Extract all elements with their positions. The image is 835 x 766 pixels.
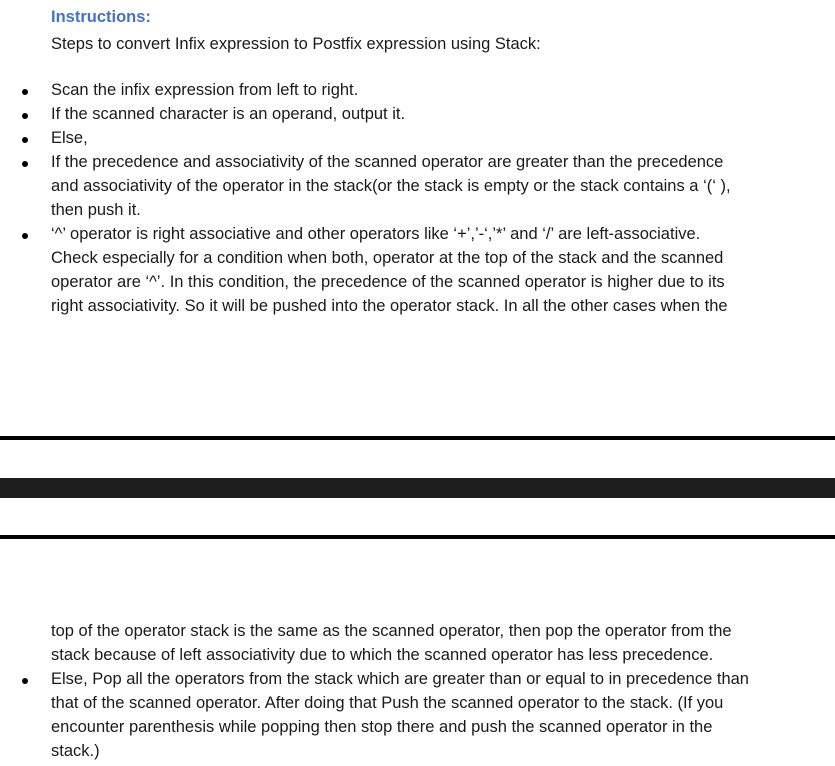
bullet <box>22 161 28 167</box>
list-item-continued: then push it. <box>51 201 141 219</box>
list-item-continued: that of the scanned operator. After doing that Push the scanned operator to the stack. (If you <box>51 694 724 712</box>
list-item: If the precedence and associativity of the scanned operator are greater than the precedence <box>51 153 724 171</box>
list-item: If the scanned character is an operand, output it. <box>51 105 406 123</box>
list-item-continued: stack.) <box>51 742 100 760</box>
bullet <box>22 233 28 239</box>
list-item-continued: right associativity. So it will be pushed into the operator stack. In all the other cases when the <box>51 297 728 315</box>
list-item: Else, <box>51 129 88 147</box>
bullet <box>22 113 28 119</box>
page-bottom-border <box>0 436 835 440</box>
list-item: Scan the infix expression from left to right. <box>51 81 359 99</box>
bullet <box>22 137 28 143</box>
list-item-continued: Check especially for a condition when both, operator at the top of the stack and the scanned <box>51 249 724 267</box>
instructions-heading: Instructions: <box>51 8 151 26</box>
list-item: ‘^’ operator is right associative and other operators like ‘+’,’-‘,’*’ and ‘/’ are left-associative. <box>51 225 701 243</box>
list-item: Else, Pop all the operators from the stack which are greater than or equal to in precedence than <box>51 670 749 688</box>
bullet <box>22 89 28 95</box>
list-item-continued: stack because of left associativity due to which the scanned operator has less precedence. <box>51 646 714 664</box>
list-item-continued: top of the operator stack is the same as the scanned operator, then pop the operator from the <box>51 622 732 640</box>
list-item-continued: operator are ‘^’. In this condition, the precedence of the scanned operator is higher due to its <box>51 273 725 291</box>
bullet <box>22 678 28 684</box>
page-top-border <box>0 535 835 539</box>
list-item-continued: encounter parenthesis while popping then stop there and push the scanned operator in the <box>51 718 713 736</box>
list-item-continued: and associativity of the operator in the stack(or the stack is empty or the stack contains a ‘(‘ ), <box>51 177 731 195</box>
subtitle: Steps to convert Infix expression to Postfix expression using Stack: <box>51 35 541 53</box>
page-gap <box>0 478 835 498</box>
